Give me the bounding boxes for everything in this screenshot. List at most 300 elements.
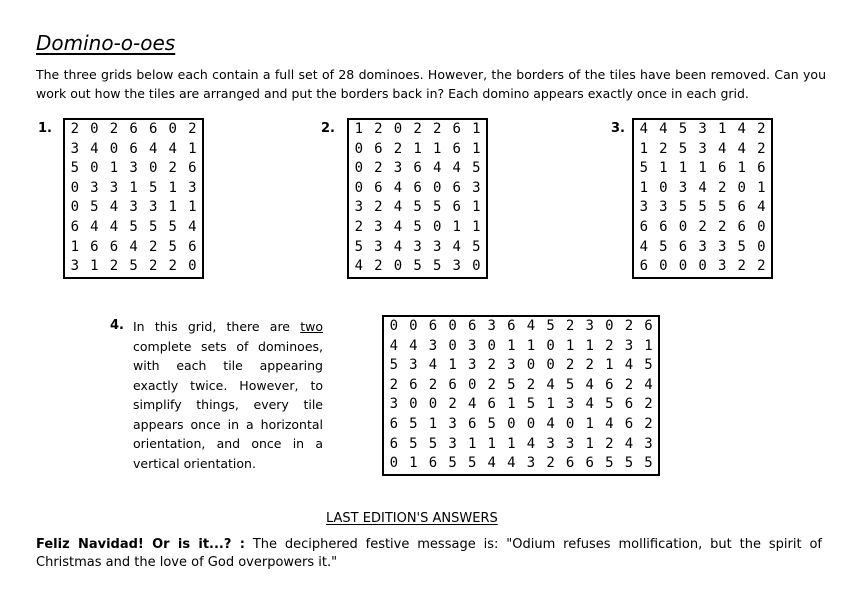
grid-cell: 5 [698,199,707,216]
grid-cell: 3 [413,238,422,255]
grid-cell: 5 [354,238,364,255]
grid-cell: 2 [393,140,403,157]
grid-cell: 0 [90,160,99,177]
grid-cell: 0 [659,179,668,196]
grid-cell: 6 [467,318,477,334]
grid-cell: 6 [389,415,399,432]
grid-cell: 5 [467,455,477,472]
grid-cell: 0 [605,318,614,334]
grid-row [634,198,771,218]
grid-cell: 3 [624,337,634,354]
grid-cell: 1 [585,337,594,354]
grid-cell: 1 [168,179,177,196]
grid-cell: 5 [546,318,555,334]
grid-cell: 6 [129,140,138,157]
grid-cell: 3 [452,258,461,275]
grid-row [349,179,486,199]
grid-cell: 1 [188,199,197,216]
grid-cell: 5 [129,258,138,275]
grid-row [349,159,486,179]
grid-row [349,120,486,140]
grid-cell: 0 [698,258,707,275]
grid-cell: 6 [409,376,418,393]
grid-cell: 6 [448,376,457,393]
grid-cell: 1 [129,179,138,196]
grid-cell: 2 [757,258,766,275]
grid-cell: 0 [393,121,403,137]
grid-cell: 0 [389,455,399,472]
grid-row [349,140,486,160]
grid-cell: 5 [413,258,422,275]
grid-cell: 1 [428,415,438,432]
grid-cell: 4 [389,337,399,354]
grid-cell: 2 [605,337,614,354]
grid-3-label: 3. [611,121,625,136]
grid-cell: 6 [413,160,422,177]
grid-cell: 6 [624,396,634,413]
grid-cell: 1 [644,337,653,354]
grid-cell: 0 [507,415,516,432]
grid-cell: 0 [546,357,555,374]
grid-cell: 1 [90,258,99,275]
grid-row [349,218,486,238]
grid-cell: 0 [472,258,481,275]
grid-cell: 1 [354,121,364,137]
grid-row [634,140,771,160]
grid-cell: 2 [374,121,383,137]
grid-cell: 4 [452,238,461,255]
grid-cell: 6 [413,179,422,196]
grid-cell: 4 [659,121,668,137]
grid-cell: 3 [565,435,575,452]
grid-cell: 6 [70,218,80,235]
grid-cell: 3 [585,318,594,334]
grid-cell: 2 [565,357,575,374]
grid-cell: 6 [452,121,461,137]
grid-cell: 6 [639,218,649,235]
grid-cell: 5 [639,160,649,177]
grid-cell: 0 [757,238,766,255]
grid-cell: 5 [409,435,418,452]
grid-cell: 3 [129,199,138,216]
puzzle-title: Domino-o-oes [36,31,176,55]
grid-cell: 0 [432,218,442,235]
grid-cell: 3 [148,199,158,216]
grid-cell: 1 [605,357,614,374]
grid-cell: 5 [409,415,418,432]
grid-cell: 2 [487,376,496,393]
grid-cell: 3 [109,179,119,196]
grid-cell: 4 [393,238,403,255]
grid-row [65,179,202,199]
grid-cell: 0 [188,258,197,275]
grid-cell: 2 [546,455,555,472]
grid-row [384,395,658,415]
grid-cell: 1 [507,396,516,413]
grid-cell: 6 [757,160,766,177]
grid-cell: 4 [737,121,746,137]
grid-cell: 6 [487,396,496,413]
grid-row [65,198,202,218]
grid-cell: 0 [659,258,668,275]
grid-cell: 6 [452,179,461,196]
grid-cell: 4 [428,357,438,374]
grid-cell: 5 [148,218,158,235]
grid-cell: 4 [698,179,707,196]
grid-cell: 0 [737,179,746,196]
grid-cell: 5 [659,238,668,255]
grid-cell: 0 [526,357,536,374]
grid-cell: 6 [717,160,727,177]
grid-cell: 3 [698,121,707,137]
grid-cell: 3 [188,179,197,196]
grid-cell: 4 [639,121,649,137]
grid-cell: 3 [90,179,99,196]
grid-cell: 1 [472,199,481,216]
grid-cell: 2 [717,179,727,196]
grid-row [384,376,658,396]
grid-row [384,415,658,435]
grid-cell: 2 [389,376,399,393]
grid-row [634,159,771,179]
grid-cell: 2 [526,376,536,393]
grid-row [384,356,658,376]
grid-cell: 3 [409,357,418,374]
grid-cell: 3 [389,396,399,413]
grid-cell: 5 [70,160,80,177]
grid-row [65,257,202,277]
grid-cell: 1 [757,179,766,196]
grid-cell: 0 [546,337,555,354]
grid-row [65,159,202,179]
grid-row [65,140,202,160]
grid-cell: 5 [737,238,746,255]
grid-cell: 5 [168,238,177,255]
grid-cell: 5 [507,376,516,393]
grid-cell: 0 [467,376,477,393]
grid-cell: 6 [109,238,119,255]
grid-cell: 1 [546,396,555,413]
grid-cell: 6 [389,435,399,452]
grid-cell: 3 [678,179,688,196]
grid-cell: 6 [188,238,197,255]
grid-cell: 2 [374,199,383,216]
grid-row [634,218,771,238]
grid-cell: 2 [757,121,766,137]
grid-cell: 2 [487,357,496,374]
answers-text: The deciphered festive message is: "Odium refuses mollification, but the spirit of Christmas and the love of God overpowers it." [36,537,823,570]
grid-cell: 4 [188,218,197,235]
grid-cell: 6 [737,218,746,235]
grid-cell: 0 [409,318,418,334]
grid-cell: 4 [624,357,634,374]
grid-row [349,198,486,218]
grid-cell: 5 [624,455,634,472]
grid-cell: 6 [507,318,516,334]
domino-grid-3 [632,118,773,279]
grid-cell: 2 [432,121,442,137]
grid-cell: 5 [428,435,438,452]
grid-cell: 5 [678,199,688,216]
grid-cell: 6 [374,179,383,196]
grid-cell: 1 [717,121,727,137]
grid-cell: 1 [109,160,119,177]
grid-cell: 3 [448,435,457,452]
grid-cell: 1 [452,218,461,235]
grid-cell: 6 [678,238,688,255]
grid-cell: 5 [413,218,422,235]
grid-cell: 0 [354,160,364,177]
grid-cell: 2 [374,160,383,177]
intro-paragraph: The three grids below each contain a full set of 28 dominoes. However, the borders of the tiles have been removed. Can you work out how the tiles are arranged and put the borders back in? Each domino appears exactly once in each grid. [36,67,826,101]
grid-row [634,179,771,199]
grid-cell: 4 [644,376,653,393]
grid-cell: 3 [717,238,727,255]
grid-cell: 3 [374,218,383,235]
grid-cell: 1 [585,435,594,452]
note-text-start: In this grid, there are [133,319,301,334]
answers-label: Feliz Navidad! Or is it...? : [36,537,245,552]
grid-cell: 1 [737,160,746,177]
grid-cell: 2 [70,121,80,137]
grid-cell: 2 [624,376,634,393]
grid-cell: 5 [472,238,481,255]
grid-cell: 2 [413,121,422,137]
grid-cell: 4 [585,376,594,393]
grid-cell: 2 [168,258,177,275]
grid-cell: 3 [639,199,649,216]
grid-cell: 1 [70,238,80,255]
grid-cell: 3 [644,435,653,452]
grid-cell: 3 [526,455,536,472]
grid-cell: 4 [90,140,99,157]
grid-cell: 0 [409,396,418,413]
grid-cell: 4 [432,160,442,177]
grid-cell: 1 [526,337,536,354]
grid-cell: 0 [448,318,457,334]
grid-cell: 6 [452,140,461,157]
grid-cell: 3 [70,140,80,157]
grid-cell: 1 [472,121,481,137]
grid-row [634,120,771,140]
grid-cell: 2 [428,376,438,393]
grid-cell: 3 [428,337,438,354]
grid-cell: 6 [659,218,668,235]
grid-cell: 1 [507,435,516,452]
grid-cell: 1 [448,357,457,374]
grid-cell: 5 [432,199,442,216]
grid-cell: 2 [717,218,727,235]
grid-cell: 1 [413,140,422,157]
grid-row [65,120,202,140]
grid-cell: 4 [393,179,403,196]
grid-cell: 0 [354,140,364,157]
grid-cell: 2 [109,258,119,275]
grid-cell: 4 [109,199,119,216]
grid-cell: 4 [487,455,496,472]
grid-1-label: 1. [38,121,52,136]
grid-cell: 4 [546,415,555,432]
grid-row [384,337,658,357]
grid-cell: 3 [546,435,555,452]
grid-4-label: 4. [110,318,124,333]
domino-grid-2 [347,118,488,279]
grid-cell: 3 [717,258,727,275]
grid-row [65,218,202,238]
grid-cell: 6 [605,376,614,393]
grid-cell: 3 [354,199,364,216]
grid-cell: 6 [565,455,575,472]
grid-cell: 5 [90,199,99,216]
grid-cell: 5 [605,396,614,413]
grid-cell: 5 [487,415,496,432]
grid-cell: 1 [585,415,594,432]
grid-cell: 0 [70,199,80,216]
grid-cell: 0 [448,337,457,354]
grid-cell: 4 [737,140,746,157]
grid-cell: 0 [487,337,496,354]
grid-cell: 0 [393,258,403,275]
grid-cell: 0 [757,218,766,235]
grid-cell: 3 [487,318,496,334]
grid-cell: 2 [109,121,119,137]
grid-cell: 0 [354,179,364,196]
grid-cell: 0 [678,258,688,275]
grid-cell: 2 [148,258,158,275]
grid-4-instructions [133,317,323,473]
grid-cell: 3 [467,357,477,374]
grid-cell: 4 [393,218,403,235]
grid-cell: 2 [698,218,707,235]
grid-cell: 6 [129,121,138,137]
grid-cell: 5 [678,140,688,157]
grid-cell: 5 [472,160,481,177]
grid-cell: 2 [644,415,653,432]
grid-row [634,238,771,258]
grid-cell: 2 [644,396,653,413]
grid-cell: 0 [148,160,158,177]
grid-cell: 3 [374,238,383,255]
grid-cell: 0 [526,415,536,432]
grid-cell: 3 [659,199,668,216]
grid-cell: 0 [70,179,80,196]
grid-cell: 2 [737,258,746,275]
grid-cell: 0 [109,140,119,157]
grid-cell: 5 [717,199,727,216]
grid-cell: 5 [644,455,653,472]
grid-cell: 4 [639,238,649,255]
grid-cell: 5 [432,258,442,275]
grid-cell: 1 [168,199,177,216]
grid-cell: 1 [487,435,496,452]
grid-cell: 2 [659,140,668,157]
grid-cell: 4 [452,160,461,177]
grid-cell: 3 [129,160,138,177]
grid-cell: 4 [605,415,614,432]
grid-cell: 5 [565,376,575,393]
grid-row [65,238,202,258]
grid-cell: 5 [413,199,422,216]
grid-cell: 1 [472,218,481,235]
grid-cell: 6 [374,140,383,157]
grid-cell: 5 [168,218,177,235]
grid-cell: 5 [129,218,138,235]
grid-cell: 4 [507,455,516,472]
grid-cell: 0 [428,396,438,413]
answers-heading: LAST EDITION'S ANSWERS [326,511,498,526]
grid-cell: 5 [389,357,399,374]
answers-paragraph [36,536,822,572]
grid-cell: 5 [678,121,688,137]
grid-cell: 4 [90,218,99,235]
grid-cell: 2 [605,435,614,452]
grid-cell: 4 [393,199,403,216]
grid-cell: 2 [188,121,197,137]
grid-cell: 0 [678,218,688,235]
grid-cell: 4 [546,376,555,393]
grid-cell: 1 [507,337,516,354]
grid-cell: 3 [448,415,457,432]
grid-cell: 4 [168,140,177,157]
grid-cell: 3 [393,160,403,177]
grid-cell: 5 [448,455,457,472]
grid-cell: 1 [698,160,707,177]
grid-cell: 4 [354,258,364,275]
grid-cell: 6 [644,318,653,334]
grid-cell: 4 [526,318,536,334]
grid-cell: 3 [507,357,516,374]
grid-cell: 4 [148,140,158,157]
grid-cell: 0 [90,121,99,137]
grid-cell: 4 [526,435,536,452]
grid-cell: 0 [168,121,177,137]
grid-cell: 2 [757,140,766,157]
note-text-end: complete sets of dominoes, with each tile appearing exactly twice. However, to simplify things, every tile appears once in a horizontal orientation, and once in a vertical orientation. [133,338,323,471]
grid-2-label: 2. [321,121,335,136]
grid-cell: 1 [188,140,197,157]
grid-cell: 4 [585,396,594,413]
grid-cell: 6 [428,318,438,334]
grid-cell: 1 [472,140,481,157]
grid-cell: 6 [188,160,197,177]
grid-cell: 2 [354,218,364,235]
grid-cell: 4 [624,435,634,452]
grid-cell: 6 [452,199,461,216]
grid-cell: 6 [737,199,746,216]
domino-grid-1 [63,118,204,279]
grid-cell: 5 [526,396,536,413]
grid-cell: 2 [374,258,383,275]
grid-cell: 6 [90,238,99,255]
grid-cell: 5 [148,179,158,196]
grid-cell: 2 [565,318,575,334]
grid-cell: 2 [624,318,634,334]
grid-cell: 1 [659,160,668,177]
grid-cell: 0 [565,415,575,432]
grid-cell: 1 [467,435,477,452]
grid-cell: 6 [148,121,158,137]
grid-row [349,238,486,258]
grid-cell: 4 [129,238,138,255]
grid-cell: 3 [698,238,707,255]
grid-cell: 5 [644,357,653,374]
grid-row [384,454,658,474]
grid-cell: 6 [585,455,594,472]
grid-row [634,257,771,277]
note-emphasis: two [300,319,323,334]
grid-cell: 1 [409,455,418,472]
grid-cell: 1 [432,140,442,157]
